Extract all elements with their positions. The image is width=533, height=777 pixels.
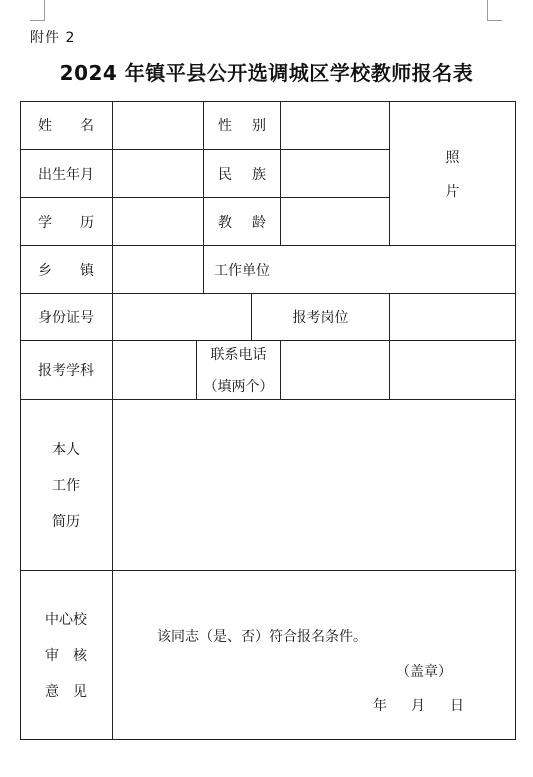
phone-field-2[interactable]	[390, 341, 515, 399]
review-statement: 该同志（是、否）符合报名条件。	[157, 629, 367, 645]
id-number-field[interactable]	[113, 294, 251, 340]
annex-label: 附件 2	[30, 30, 76, 46]
teaching-years-label: 教 龄	[218, 214, 266, 231]
teaching-years-field[interactable]	[281, 198, 389, 245]
photo-label-2: 片	[445, 183, 460, 200]
township-label: 乡 镇	[38, 262, 94, 279]
registration-form-table	[20, 101, 516, 740]
review-opinion-field[interactable]	[113, 571, 515, 739]
date-day: 日	[450, 698, 464, 714]
work-unit-field[interactable]	[281, 246, 515, 293]
birth-date-label: 出生年月	[38, 166, 94, 183]
seal-text: （盖章）	[396, 664, 452, 680]
apply-subject-label: 报考学科	[38, 363, 94, 379]
phone-field-1[interactable]	[281, 341, 389, 399]
birth-date-field[interactable]	[113, 150, 203, 197]
name-field[interactable]	[113, 102, 203, 149]
gender-field[interactable]	[281, 102, 389, 149]
photo-label-1: 照	[445, 149, 460, 166]
resume-field[interactable]	[113, 400, 515, 570]
education-field[interactable]	[113, 198, 203, 245]
form-title: 2024 年镇平县公开选调城区学校教师报名表	[59, 61, 474, 85]
page-corner-mark-left	[30, 0, 45, 21]
page-corner-mark-right	[487, 0, 502, 21]
name-label: 姓 名	[38, 118, 94, 134]
apply-subject-field[interactable]	[113, 341, 196, 399]
township-field[interactable]	[113, 246, 203, 293]
phone-label: 联系电话 （填两个）	[203, 347, 274, 395]
gender-label: 性 别	[218, 118, 266, 134]
apply-position-label: 报考岗位	[292, 310, 349, 326]
work-unit-label: 工作单位	[214, 262, 270, 279]
photo-box[interactable]	[390, 102, 515, 245]
resume-label: 本人 工作 简历	[52, 442, 80, 530]
date-month: 月	[411, 698, 425, 714]
review-opinion-label: 中心校 审 核 意 见	[45, 612, 87, 700]
date-year: 年	[373, 698, 387, 714]
education-label: 学 历	[38, 214, 94, 231]
ethnicity-field[interactable]	[281, 150, 389, 197]
ethnicity-label: 民 族	[218, 166, 266, 183]
apply-position-field[interactable]	[390, 294, 515, 340]
id-number-label: 身份证号	[38, 310, 94, 326]
